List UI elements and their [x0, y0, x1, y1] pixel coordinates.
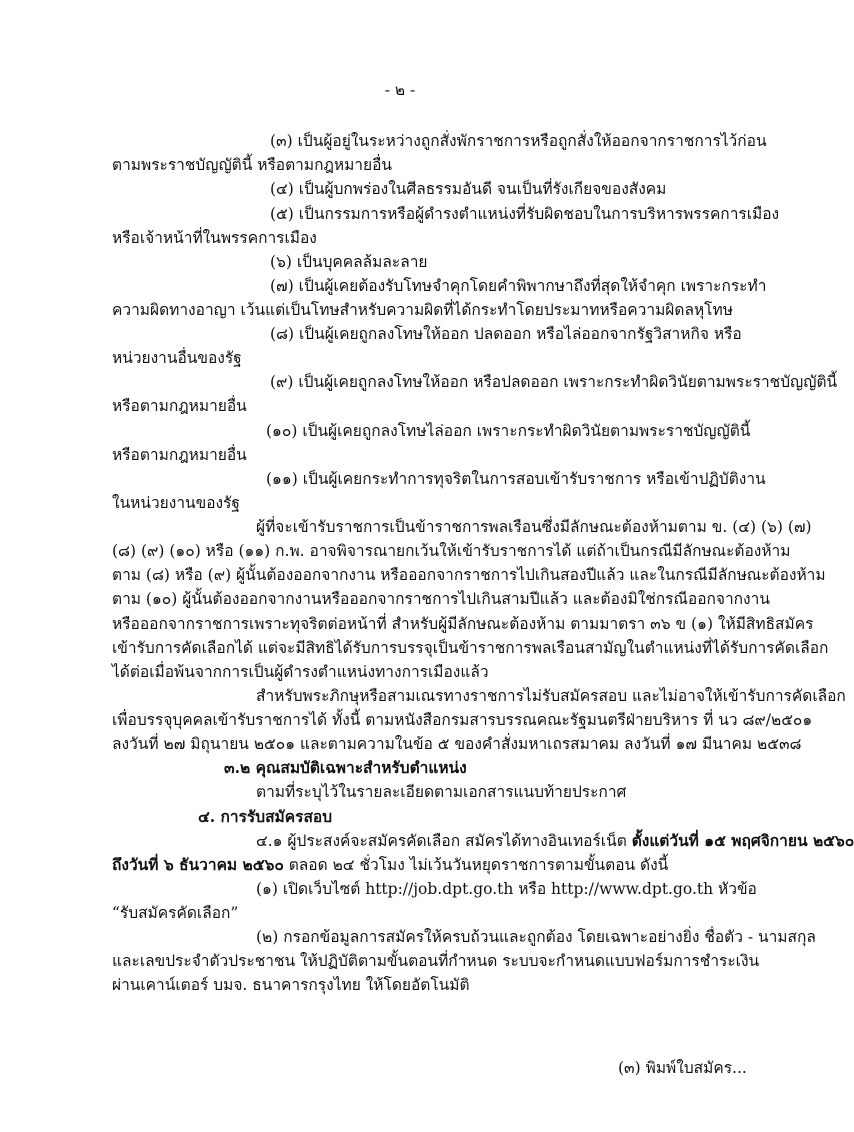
page-number: - ๒ - — [384, 81, 416, 99]
text-line: ผู้ที่จะเข้ารับราชการเป็นข้าราชการพลเรือนซึ่งมีลักษณะต้องห้ามตาม ข. (๔) (๖) (๗) — [256, 518, 812, 536]
text-line: ผ่านเคาน์เตอร์ บมจ. ธนาคารกรุงไทย ให้โดยอัตโนมัติ — [112, 976, 470, 994]
text-line: (๔) เป็นผู้บกพร่องในศีลธรรมอันดี จนเป็นที่รังเกียจของสังคม — [270, 180, 667, 198]
text-line: ตาม (๑๐) ผู้นั้นต้องออกจากงานหรือออกจากราชการไปเกินสามปีแล้ว และต้องมิใช่กรณีออกจากงาน — [112, 590, 770, 608]
text-line: (๙) เป็นผู้เคยถูกลงโทษให้ออก หรือปลดออก เพราะกระทำผิดวินัยตามพระราชบัญญัตินี้ — [270, 373, 838, 391]
bold-date-range: ตั้งแต่วันที่ ๑๕ พฤศจิกายน ๒๕๖๐ — [631, 831, 854, 850]
text-line: (๕) เป็นกรรมการหรือผู้ดำรงตำแหน่งที่รับผิดชอบในการบริหารพรรคการเมือง — [270, 205, 780, 223]
text-line: หน่วยงานอื่นของรัฐ — [112, 349, 242, 367]
bold-date-range: ถึงวันที่ ๖ ธันวาคม ๒๕๖๐ — [112, 855, 284, 874]
section-heading: ๔. การรับสมัครสอบ — [198, 807, 333, 826]
text-line — [112, 854, 668, 876]
text-run: ตลอด ๒๔ ชั่วโมง ไม่เว้นวันหยุดราชการตามขั้นตอน ดังนี้ — [283, 856, 669, 874]
text-line: (๑๐) เป็นผู้เคยถูกลงโทษไล่ออก เพราะกระทำผิดวินัยตามพระราชบัญญัตินี้ — [266, 422, 751, 440]
text-line: (๗) เป็นผู้เคยต้องรับโทษจำคุกโดยคำพิพากษาถึงที่สุดให้จำคุก เพราะกระทำ — [270, 277, 767, 295]
text-line: ความผิดทางอาญา เว้นแต่เป็นโทษสำหรับความผิดที่ได้กระทำโดยประมาทหรือความผิดลหุโทษ — [112, 301, 733, 319]
text-line: หรือเจ้าหน้าที่ในพรรคการเมือง — [112, 229, 317, 247]
text-line: (๖) เป็นบุคคลล้มละลาย — [270, 253, 428, 271]
text-line: (๑๑) เป็นผู้เคยกระทำการทุจริตในการสอบเข้ารับราชการ หรือเข้าปฏิบัติงาน — [266, 470, 766, 488]
text-line: (๑) เปิดเว็บไซต์ http://job.dpt.go.th หรือ http://www.dpt.go.th หัวข้อ — [256, 880, 757, 898]
text-line: ตามพระราชบัญญัตินี้ หรือตามกฎหมายอื่น — [112, 156, 392, 174]
continuation-note: (๓) พิมพ์ใบสมัคร... — [618, 1059, 747, 1077]
text-run: ๔.๑ ผู้ประสงค์จะสมัครคัดเลือก สมัครได้ทางอินเทอร์เน็ต — [256, 832, 632, 850]
text-line: เข้ารับการคัดเลือกได้ แต่จะมีสิทธิได้รับการบรรจุเป็นข้าราชการพลเรือนสามัญในตำแหน่งที่ได้รับการคัดเลือก — [112, 639, 829, 657]
text-line: ในหน่วยงานของรัฐ — [112, 494, 240, 512]
text-line: ตาม (๘) หรือ (๙) ผู้นั้นต้องออกจากงาน หรือออกจากราชการไปเกินสองปีแล้ว และในกรณีมีลักษณะต้องห้าม — [112, 566, 826, 584]
text-line: (๓) เป็นผู้อยู่ในระหว่างถูกสั่งพักราชการหรือถูกสั่งให้ออกจากราชการไว้ก่อน — [270, 132, 767, 150]
text-line: เพื่อบรรจุบุคคลเข้ารับราชการได้ ทั้งนี้ ตามหนังสือกรมสารบรรณคณะรัฐมนตรีฝ่ายบริหาร ที่ นว ๘๙/๒๕๐๑ — [112, 711, 813, 729]
text-line — [256, 830, 854, 852]
text-line: “รับสมัครคัดเลือก” — [112, 904, 239, 922]
text-line: ตามที่ระบุไว้ในรายละเอียดตามเอกสารแนบท้ายประกาศ — [256, 783, 627, 801]
text-line: หรือออกจากราชการเพราะทุจริตต่อหน้าที่ สำหรับผู้มีลักษณะต้องห้าม ตามมาตรา ๓๖ ข (๑) ให้มีสิทธิสมัคร — [112, 615, 814, 633]
text-line: ลงวันที่ ๒๗ มิถุนายน ๒๕๐๑ และตามความในข้อ ๕ ของคำสั่งมหาเถรสมาคม ลงวันที่ ๑๗ มีนาคม ๒๕๓๘ — [112, 735, 802, 753]
text-line: ได้ต่อเมื่อพ้นจากการเป็นผู้ดำรงตำแหน่งทางการเมืองแล้ว — [112, 663, 489, 681]
text-line: และเลขประจำตัวประชาชน ให้ปฏิบัติตามขั้นตอนที่กำหนด ระบบจะกำหนดแบบฟอร์มการชำระเงิน — [112, 952, 760, 970]
text-line: (๘) เป็นผู้เคยถูกลงโทษให้ออก ปลดออก หรือไล่ออกจากรัฐวิสาหกิจ หรือ — [270, 325, 742, 343]
text-line: หรือตามกฎหมายอื่น — [112, 446, 247, 464]
text-line: (๒) กรอกข้อมูลการสมัครให้ครบถ้วนและถูกต้อง โดยเฉพาะอย่างยิ่ง ชื่อตัว - นามสกุล — [256, 928, 816, 946]
text-line: สำหรับพระภิกษุหรือสามเณรทางราชการไม่รับสมัครสอบ และไม่อาจให้เข้ารับการคัดเลือก — [256, 687, 846, 705]
text-line: หรือตามกฎหมายอื่น — [112, 397, 247, 415]
text-line: (๘) (๙) (๑๐) หรือ (๑๑) ก.พ. อาจพิจารณายกเว้นให้เข้ารับราชการได้ แต่ถ้าเป็นกรณีมีลักษณะต้องห้าม — [112, 542, 791, 560]
section-heading: ๓.๒ คุณสมบัติเฉพาะสำหรับตำแหน่ง — [224, 758, 467, 777]
